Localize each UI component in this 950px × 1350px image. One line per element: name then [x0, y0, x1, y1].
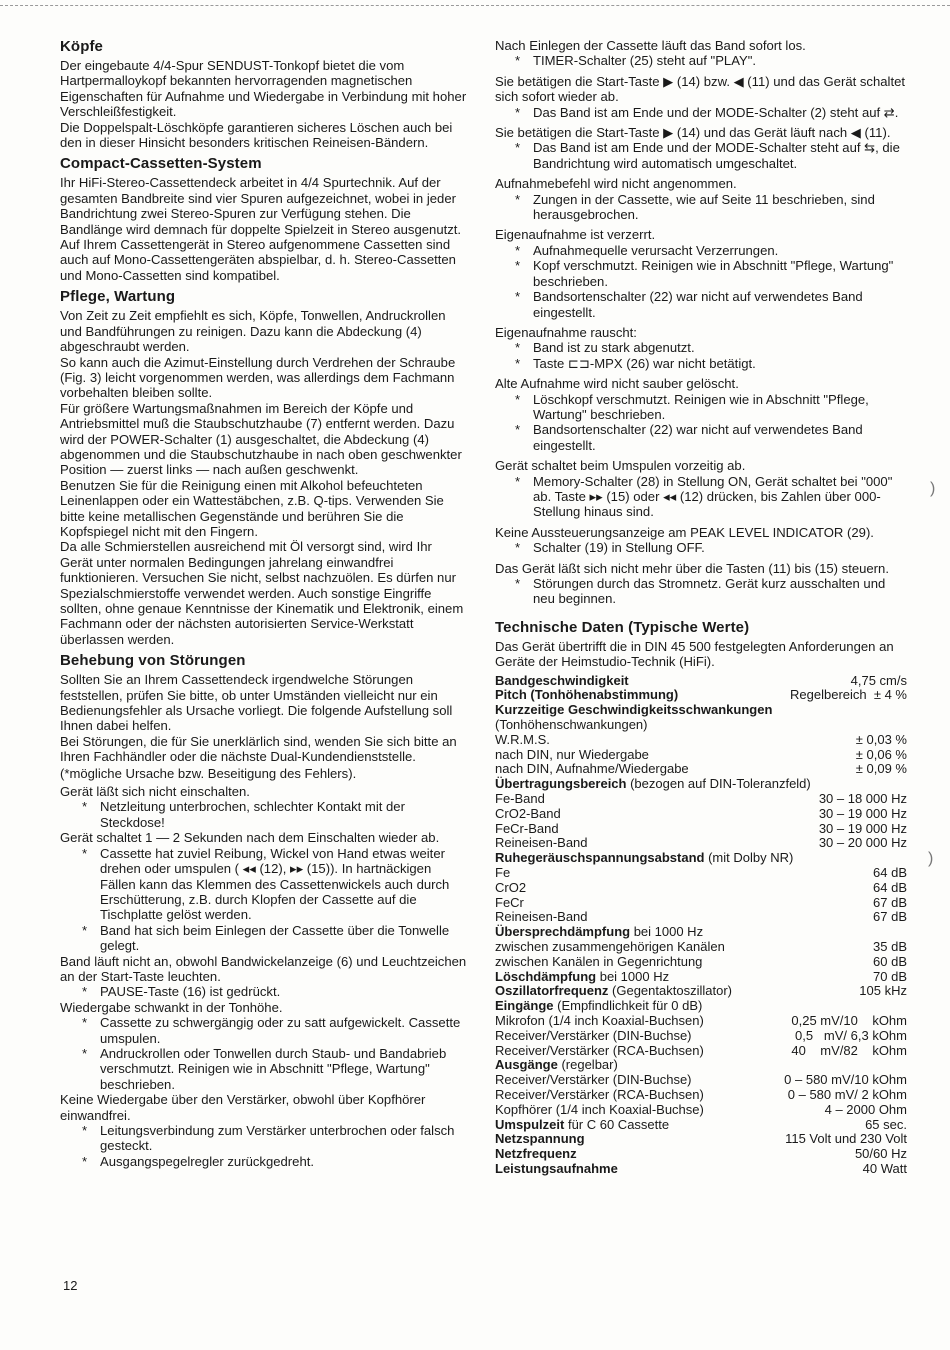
- spec-label-text: Receiver/Verstärker (RCA-Buchsen): [495, 1086, 704, 1102]
- spec-label-text: Netzspannung: [495, 1131, 585, 1147]
- spec-label-text: Bandgeschwindigkeit: [495, 672, 629, 688]
- fault-cause: * Kopf verschmutzt. Reinigen wie in Abschnitt "Pflege, Wartung" beschrieben.: [495, 258, 907, 289]
- spec-value: 0,5 mV/ 6,3 kOhm: [795, 1027, 907, 1043]
- spec-label: [495, 1118, 669, 1133]
- spec-row: [495, 688, 907, 703]
- spec-row: [495, 1073, 907, 1088]
- spec-row: [495, 1088, 907, 1103]
- spec-label-text: nach DIN, Aufnahme/Wiedergabe: [495, 761, 689, 777]
- spec-row: [495, 1162, 907, 1177]
- paragraph: Der eingebaute 4/4-Spur SENDUST-Tonkopf bietet die vom Hartpermalloykopf bekannten hervorragenden magnetischen Eigenschaften für Aufnahme und Wiedergabe in Verbindung mit hoher Verschleißfestigkeit.: [60, 58, 467, 120]
- paragraph: Bei Störungen, die für Sie unerklärlich sind, wenden Sie sich bitte an Ihren Fachhändler oder die nächste Dual-Kundendienststelle.: [60, 733, 457, 765]
- spec-row: [495, 718, 907, 733]
- paragraph: Sollten Sie an Ihrem Cassettendeck irgendwelche Störungen feststellen, prüfen Sie bitte, ob unter Umständen vielleicht nur ein Bedienungsfehler als Ursache vorliegt. Die folgende Aufstellung soll Ihnen dabei helfen.: [60, 672, 453, 734]
- section-title: Pflege, Wartung: [60, 288, 176, 306]
- paragraph: Die Doppelspalt-Löschköpfe garantieren sicheres Löschen auch bei den in dieser Hinsicht besonders kritischen Reineisen-Bändern.: [60, 119, 453, 151]
- spec-label: [495, 777, 811, 792]
- spec-label: [495, 1058, 618, 1073]
- fault: Keine Wiedergabe über den Verstärker, obwohl über Kopfhörer einwandfrei.: [60, 1092, 426, 1123]
- spec-label-text: Übersprechdämpfung: [495, 924, 631, 940]
- spec-label-text: Fe-Band: [495, 791, 545, 806]
- spec-label: [495, 955, 702, 970]
- spec-row: [495, 807, 907, 822]
- spec-value: Regelbereich ± 4 %: [790, 687, 907, 703]
- spec-row: [495, 984, 907, 999]
- spec-label: [495, 896, 524, 911]
- spec-label-extra: für C 60 Cassette: [564, 1116, 670, 1132]
- spec-value: 0 – 580 mV/10 kOhm: [784, 1072, 907, 1088]
- spec-label: [495, 807, 561, 822]
- section-behebung-stoerungen: [60, 652, 467, 1169]
- fault: Wiedergabe schwankt in der Tonhöhe.: [60, 999, 283, 1015]
- fault: Gerät läßt sich nicht einschalten.: [60, 784, 250, 800]
- page-number: 12: [63, 1278, 78, 1293]
- spec-label-text: Pitch (Tonhöhenabstimmung): [495, 687, 679, 703]
- fault-cause: * Störungen durch das Stromnetz. Gerät kurz ausschalten und neu beginnen.: [495, 576, 907, 607]
- spec-label: [495, 688, 678, 703]
- spec-label: [495, 703, 772, 718]
- spec-label: [495, 1073, 692, 1088]
- paragraph: So kann auch die Azimut-Einstellung durch Verdrehen der Schraube (Fig. 3) leicht vorgenommen werden, was allerdings dem Fachmann vorbehalten bleiben sollte.: [60, 354, 456, 401]
- spec-row: [495, 836, 907, 851]
- fault-cause: * Andruckrollen oder Tonwellen durch Staub- und Bandabrieb verschmutzt. Reinigen wie in Abschnitt "Pflege, Wartung" beschrieben.: [60, 1046, 467, 1092]
- spec-value: 67 dB: [873, 909, 907, 925]
- spec-row: [495, 733, 907, 748]
- paragraph: Auf Ihrem Cassettengerät in Stereo aufgenommene Cassetten sind auch auf Mono-Cassettengeräten abspielbar, d. h. Stereo-Cassetten und Mono-Cassetten sind kompatibel.: [60, 237, 456, 283]
- spec-label-text: Fe: [495, 864, 511, 880]
- spec-row: [495, 896, 907, 911]
- spec-row: [495, 822, 907, 837]
- fault-cause: * Das Band ist am Ende und der MODE-Schalter steht auf ⇆, die Bandrichtung wird automatisch umgeschaltet.: [495, 140, 907, 171]
- spec-label-text: (Tonhöhenschwankungen): [495, 717, 648, 733]
- margin-mark: ): [930, 480, 936, 497]
- spec-label: [495, 822, 559, 837]
- spec-row: [495, 851, 907, 866]
- fault: Gerät schaltet 1 — 2 Sekunden nach dem Einschalten wieder ab.: [60, 830, 440, 846]
- fault-cause: * Ausgangspegelregler zurückgedreht.: [60, 1154, 467, 1169]
- spec-row: [495, 1147, 907, 1162]
- spec-row: [495, 1014, 907, 1029]
- fault: Sie betätigen die Start-Taste ▶ (14) und das Gerät läuft nach ◀ (11).: [495, 125, 891, 141]
- fault: Aufnahmebefehl wird nicht angenommen.: [495, 176, 737, 192]
- paragraph: Da alle Schmierstellen ausreichend mit Öl versorgt sind, wird Ihr Gerät unter normalen Bedingungen jahrelang einwandfrei funktionieren. Versuchen Sie nicht, selbst nachzuölen. Es dürfen nur Spezialschmierstoffe verwendet werden. Auch sonstige Eingriffe sollten, ohne genaue Kenntnisse der Kinematik und Elektronik, einem Fachmann oder der nächsten autorisierten Service-Werkstatt überlassen werden.: [60, 539, 464, 647]
- spec-row: [495, 866, 907, 881]
- fault-cause: * Bandsortenschalter (22) war nicht auf verwendetes Band eingestellt.: [495, 289, 907, 320]
- spec-value: ± 0,09 %: [855, 761, 907, 777]
- spec-value: 30 – 19 000 Hz: [818, 805, 907, 821]
- spec-label: [495, 836, 588, 851]
- spec-label-extra: (regelbar): [557, 1057, 618, 1073]
- spec-row: [495, 1118, 907, 1133]
- spec-label: [495, 792, 545, 807]
- spec-label: [495, 1132, 585, 1147]
- fault: Sie betätigen die Start-Taste ▶ (14) bzw. ◀ (11) und das Gerät schaltet sich sofort wieder ab.: [495, 73, 906, 105]
- paragraph: Benutzen Sie für die Reinigung einen mit Alkohol befeuchteten Leinenlappen oder ein Wattestäbchen, z.B. Q-tips. Verwenden Sie bitte keine metallischen Gegenstände und berühren Sie die Kopfspiegel nicht mit den Fingern.: [60, 477, 444, 539]
- spec-label-text: zwischen zusammengehörigen Kanälen: [495, 938, 725, 954]
- spec-label: [495, 1088, 704, 1103]
- spec-row: [495, 970, 907, 985]
- spec-label: [495, 866, 510, 881]
- spec-label: [495, 1029, 692, 1044]
- section-title: Köpfe: [60, 38, 103, 55]
- spec-value: 64 dB: [873, 879, 907, 895]
- spec-label-text: nach DIN, nur Wiedergabe: [495, 746, 649, 762]
- spec-label-text: Ruhegeräuschspannungsabstand: [495, 850, 705, 866]
- fault-cause: * Cassette zu schwergängig oder zu satt aufgewickelt. Cassette umspulen.: [60, 1015, 467, 1046]
- spec-row: [495, 674, 907, 689]
- fault: Keine Aussteuerungsanzeige am PEAK LEVEL INDICATOR (29).: [495, 524, 874, 540]
- spec-label-text: Receiver/Verstärker (DIN-Buchse): [495, 1027, 692, 1043]
- paragraph: Das Gerät übertrifft die in DIN 45 500 festgelegten Anforderungen an Geräte der Heimstudio-Technik (HiFi).: [495, 638, 894, 670]
- section-title-technische-daten: Technische Daten (Typische Werte): [495, 618, 750, 636]
- spec-row: [495, 925, 907, 940]
- spec-label-text: Mikrofon (1/4 inch Koaxial-Buchsen): [495, 1012, 704, 1028]
- spec-value: ± 0,06 %: [855, 746, 907, 762]
- spec-label-text: CrO2-Band: [495, 805, 561, 821]
- page-top-border: [0, 5, 950, 6]
- fault-cause: * TIMER-Schalter (25) steht auf "PLAY".: [495, 53, 907, 68]
- spec-label-text: Oszillatorfrequenz: [495, 983, 609, 999]
- spec-label-text: Umspulzeit: [495, 1116, 565, 1132]
- spec-row: [495, 999, 907, 1014]
- margin-mark: ): [928, 850, 934, 867]
- spec-label: [495, 733, 550, 748]
- spec-label: [495, 674, 629, 689]
- spec-label: [495, 1014, 704, 1029]
- paragraph: Für größere Wartungsmaßnahmen im Bereich der Köpfe und Antriebsmittel muß die Staubschutzhaube (7) entfernt werden. Dazu wird der POWER-Schalter (1) ausgeschaltet, die Abdeckung (4) abgenommen und die Staubschutzhaube in nach oben geschwenkter Position — zuerst links — nach außen geschwenkt.: [60, 400, 462, 478]
- spec-label-text: FeCr-Band: [495, 820, 559, 836]
- spec-label: [495, 1162, 618, 1177]
- fault-cause: * Cassette hat zuviel Reibung, Wickel von Hand etwas weiter drehen oder umspulen ( ◂◂ (12), ▸▸ (15)). In hartnäckigen Fällen kann das Klemmen des Cassettenwickels auch durch Erschütterung, z.B. durch Klopfen der Cassette auf die Tischplatte gelöst werden.: [60, 846, 467, 923]
- spec-row: [495, 1058, 907, 1073]
- fault-cause: * PAUSE-Taste (16) ist gedrückt.: [60, 984, 467, 999]
- fault: Das Gerät läßt sich nicht mehr über die Tasten (11) bis (15) steuern.: [495, 560, 889, 576]
- spec-label-text: Receiver/Verstärker (DIN-Buchse): [495, 1072, 692, 1088]
- spec-label-extra: bei 1000 Hz: [596, 968, 670, 984]
- spec-label-text: Netzfrequenz: [495, 1146, 577, 1162]
- spec-row: [495, 762, 907, 777]
- spec-row: [495, 940, 907, 955]
- spec-row: [495, 777, 907, 792]
- fault: Band läuft nicht an, obwohl Bandwickelanzeige (6) und Leuchtzeichen an der Start-Taste leuchten.: [60, 953, 467, 984]
- right-column: [495, 38, 907, 1177]
- fault: Gerät schaltet beim Umspulen vorzeitig ab.: [495, 458, 746, 474]
- spec-value: 70 dB: [873, 968, 907, 984]
- spec-label-extra: bei 1000 Hz: [630, 924, 704, 940]
- spec-label-text: Löschdämpfung: [495, 968, 597, 984]
- fault-cause: * Zungen in der Cassette, wie auf Seite 11 beschrieben, sind herausgebrochen.: [495, 192, 907, 223]
- fault-cause: * Bandsortenschalter (22) war nicht auf verwendetes Band eingestellt.: [495, 422, 907, 453]
- spec-label-text: Reineisen-Band: [495, 835, 588, 851]
- section-compact-cassetten: [60, 155, 467, 283]
- spec-value: 105 kHz: [859, 983, 907, 999]
- spec-table: [495, 674, 907, 1177]
- spec-value: 40 Watt: [862, 1160, 907, 1176]
- spec-label-text: Übertragungsbereich: [495, 776, 627, 792]
- paragraph: (*mögliche Ursache bzw. Beseitigung des Fehlers).: [60, 765, 357, 781]
- section-pflege-wartung: [60, 288, 467, 647]
- spec-row: [495, 1103, 907, 1118]
- spec-value: 115 Volt und 230 Volt: [785, 1131, 907, 1147]
- paragraph: Ihr HiFi-Stereo-Cassettendeck arbeitet in 4/4 Spurtechnik. Auf der gesamten Bandbreite sind vier Spuren aufgezeichnet, wobei in jeder Bandrichtung zwei Stereo-Spuren zur Verfügung stehen. Die Bandlänge wird demnach für doppelte Spielzeit in Stereo ausgenutzt.: [60, 175, 462, 237]
- spec-value: 30 – 19 000 Hz: [818, 820, 907, 836]
- fault: Eigenaufnahme rauscht:: [495, 324, 637, 340]
- fault: Alte Aufnahme wird nicht sauber gelöscht.: [495, 376, 739, 392]
- fault-cause: * Löschkopf verschmutzt. Reinigen wie in Abschnitt "Pflege, Wartung" beschrieben.: [495, 392, 907, 423]
- spec-row: [495, 955, 907, 970]
- spec-label: [495, 1103, 704, 1118]
- spec-value: 30 – 18 000 Hz: [818, 791, 907, 806]
- spec-row: [495, 910, 907, 925]
- spec-label: [495, 970, 669, 985]
- spec-label-text: zwischen Kanälen in Gegenrichtung: [495, 953, 703, 969]
- spec-value: 0 – 580 mV/ 2 kOhm: [787, 1086, 907, 1102]
- spec-row: [495, 881, 907, 896]
- spec-label-text: W.R.M.S.: [495, 731, 550, 747]
- spec-row: [495, 1044, 907, 1059]
- fault: Nach Einlegen der Cassette läuft das Band sofort los.: [495, 38, 806, 53]
- spec-label: [495, 999, 702, 1014]
- spec-label-text: Kopfhörer (1/4 inch Koaxial-Buchse): [495, 1101, 704, 1117]
- fault-cause: * Leitungsverbindung zum Verstärker unterbrochen oder falsch gesteckt.: [60, 1123, 467, 1154]
- section-title: Compact-Cassetten-System: [60, 155, 262, 173]
- spec-value: 65 sec.: [865, 1116, 907, 1132]
- spec-row: [495, 1029, 907, 1044]
- spec-label: [495, 881, 526, 896]
- spec-label-extra: (mit Dolby NR): [704, 850, 794, 866]
- fault: Eigenaufnahme ist verzerrt.: [495, 227, 656, 243]
- spec-value: 67 dB: [873, 894, 907, 910]
- spec-row: [495, 703, 907, 718]
- spec-label: [495, 762, 689, 777]
- spec-value: 50/60 Hz: [854, 1146, 907, 1162]
- spec-label: [495, 984, 732, 999]
- spec-row: [495, 748, 907, 763]
- spec-label-text: Reineisen-Band: [495, 909, 588, 925]
- fault-cause: * Taste ⊏⊐-MPX (26) war nicht betätigt.: [495, 356, 907, 371]
- spec-label-extra: (bezogen auf DIN-Toleranzfeld): [626, 776, 811, 792]
- spec-label: [495, 940, 725, 955]
- spec-label: [495, 910, 588, 925]
- fault-cause: * Netzleitung unterbrochen, schlechter Kontakt mit der Steckdose!: [60, 799, 467, 830]
- spec-label-extra: (Empfindlichkeit für 0 dB): [553, 998, 703, 1014]
- fault-cause: * Band hat sich beim Einlegen der Cassette über die Tonwelle gelegt.: [60, 923, 467, 954]
- spec-value: 30 – 20 000 Hz: [818, 835, 907, 851]
- spec-label-text: Leistungsaufnahme: [495, 1160, 618, 1176]
- fault-cause: * Memory-Schalter (28) in Stellung ON, Gerät schaltet bei "000" ab. Taste ▸▸ (15) oder ◂◂ (12) drücken, bis Zahlen über 000-Stellung hinaus sind.: [495, 474, 907, 520]
- spec-label-text: Ausgänge: [495, 1057, 558, 1073]
- fault-cause: * Aufnahmequelle verursacht Verzerrungen.: [495, 243, 907, 258]
- paragraph: Von Zeit zu Zeit empfiehlt es sich, Köpfe, Tonwellen, Andruckrollen und Bandführungen zu reinigen. Dazu kann die Abdeckung (4) abgeschraubt werden.: [60, 308, 446, 355]
- spec-label-text: FeCr: [495, 894, 524, 910]
- spec-label: [495, 748, 649, 763]
- spec-value: ± 0,03 %: [855, 731, 907, 747]
- spec-value: 35 dB: [873, 938, 907, 954]
- spec-label-extra: (Gegentaktoszillator): [608, 983, 732, 999]
- spec-label-text: Kurzzeitige Geschwindigkeitsschwankungen: [495, 702, 773, 718]
- spec-label: [495, 851, 793, 866]
- left-column: [60, 38, 467, 1174]
- fault-cause: * Schalter (19) in Stellung OFF.: [495, 540, 907, 555]
- fault-cause: * Band ist zu stark abgenutzt.: [495, 340, 907, 355]
- spec-row: [495, 1132, 907, 1147]
- spec-value: 64 dB: [873, 864, 907, 880]
- spec-value: 4,75 cm/s: [850, 672, 907, 688]
- spec-value: 4 – 2000 Ohm: [824, 1101, 907, 1117]
- spec-label-text: CrO2: [495, 879, 527, 895]
- spec-label: [495, 925, 703, 940]
- spec-label: [495, 1044, 704, 1059]
- spec-label-text: Receiver/Verstärker (RCA-Buchsen): [495, 1042, 704, 1058]
- section-koepfe: [60, 38, 467, 150]
- spec-label: [495, 1147, 577, 1162]
- spec-value: 0,25 mV/10 kOhm: [791, 1012, 907, 1028]
- spec-value: 60 dB: [873, 953, 907, 969]
- spec-row: [495, 792, 907, 807]
- fault-cause: * Das Band ist am Ende und der MODE-Schalter (2) steht auf ⇄.: [495, 105, 907, 120]
- spec-value: 40 mV/82 kOhm: [791, 1042, 907, 1058]
- section-title: Behebung von Störungen: [60, 652, 246, 670]
- spec-label-text: Eingänge: [495, 998, 554, 1014]
- spec-label: [495, 718, 648, 733]
